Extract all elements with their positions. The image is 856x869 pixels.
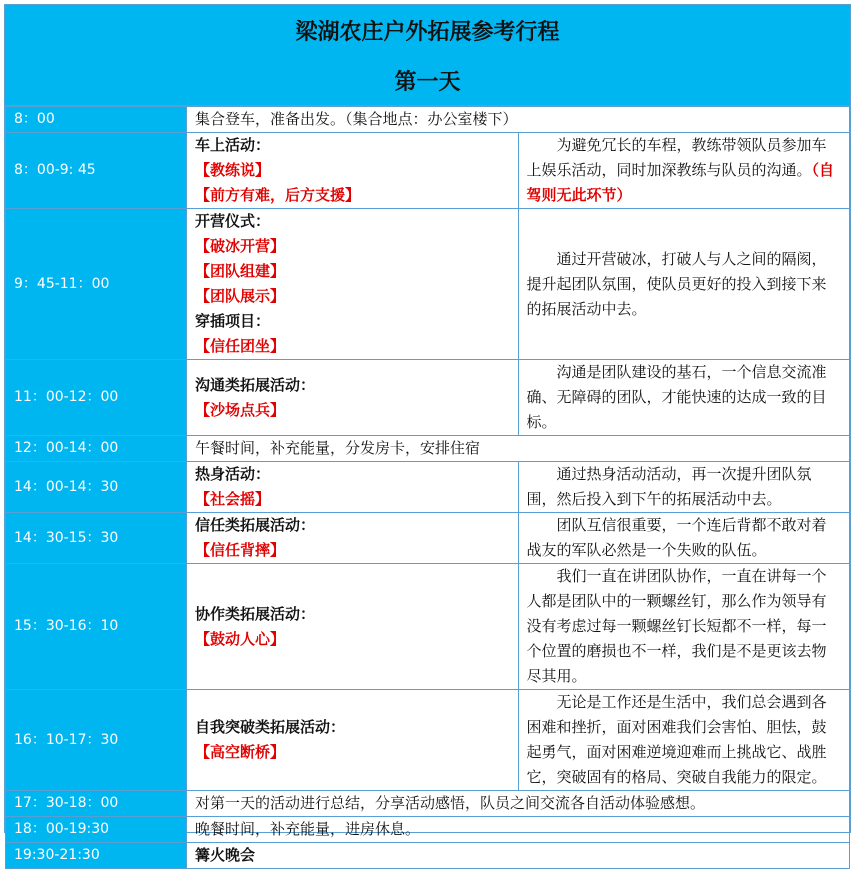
activity-label: 开营仪式：	[195, 212, 271, 230]
time-cell: 12：00-14：00	[6, 436, 187, 462]
activity-cell	[187, 209, 519, 360]
table-row	[6, 360, 850, 436]
time-cell: 17：30-18：00	[6, 791, 187, 817]
activity-cell	[187, 564, 519, 690]
activity-item: 【信任背摔】	[195, 541, 286, 559]
itinerary-sheet	[4, 4, 851, 864]
activity-item: 【鼓动人心】	[195, 629, 286, 648]
activity-item: 【沙场点兵】	[195, 400, 286, 419]
time-cell: 11：00-12：00	[6, 360, 187, 436]
full-text-cell: 晚餐时间，补充能量，进房休息。	[187, 817, 850, 843]
time-cell: 18：00-19:30	[6, 817, 187, 843]
time-cell: 15：30-16：10	[6, 564, 187, 690]
time-cell: 14：00-14：30	[6, 462, 187, 513]
activity-label: 自我突破类拓展活动：	[195, 718, 346, 736]
activity-label: 信任类拓展活动：	[195, 516, 316, 534]
table-row	[6, 107, 850, 133]
activity-item: 【教练说】	[195, 161, 271, 179]
activity-label: 穿插项目：	[195, 312, 271, 330]
activity-cell	[187, 513, 519, 564]
time-cell: 14：30-15：30	[6, 513, 187, 564]
description-cell: 通过开营破冰，打破人与人之间的隔阂，提升起团队氛围，使队员更好的投入到接下来的拓展活动中去。	[518, 209, 850, 360]
time-cell: 8：00-9: 45	[6, 133, 187, 209]
table-row	[6, 817, 850, 843]
activity-label: 协作类拓展活动：	[195, 604, 316, 623]
full-text-cell: 对第一天的活动进行总结，分享活动感悟，队员之间交流各自活动体验感想。	[187, 791, 850, 817]
table-row	[6, 690, 850, 791]
description-cell: 沟通是团队建设的基石，一个信息交流准确、无障碍的团队，才能快速的达成一致的目标。	[518, 360, 850, 436]
table-row	[6, 133, 850, 209]
activity-item: 【前方有难，后方支援】	[195, 186, 361, 204]
activity-label: 车上活动：	[195, 136, 271, 154]
title-block	[5, 5, 850, 106]
time-cell: 8：00	[6, 107, 187, 133]
description-cell: 团队互信很重要，一个连后背都不敢对着战友的军队必然是一个失败的队伍。	[518, 513, 850, 564]
description-text: 为避免冗长的车程，教练带领队员参加车上娱乐活动，同时加深教练与队员的沟通。	[526, 136, 827, 179]
description-cell: 通过热身活动活动，再一次提升团队氛围，然后投入到下午的拓展活动中去。	[518, 462, 850, 513]
time-cell: 19:30-21:30	[6, 843, 187, 869]
table-row	[6, 791, 850, 817]
time-cell: 16：10-17：30	[6, 690, 187, 791]
table-row	[6, 436, 850, 462]
description-cell: 我们一直在讲团队协作，一直在讲每一个人都是团队中的一颗螺丝钉，那么作为领导有没有考虑过每一颗螺丝钉长短都不一样，每一个位置的磨损也不一样，我们是不是更该去物尽其用。	[518, 564, 850, 690]
activity-item: 【社会摇】	[195, 490, 271, 508]
activity-cell	[187, 462, 519, 513]
table-row	[6, 462, 850, 513]
table-row	[6, 513, 850, 564]
table-row	[6, 209, 850, 360]
activity-cell	[187, 360, 519, 436]
activity-label: 沟通类拓展活动：	[195, 375, 316, 394]
description-cell	[518, 133, 850, 209]
description-note: （自驾则无此环节）	[526, 161, 835, 204]
activity-label: 热身活动：	[195, 465, 271, 483]
table-row	[6, 843, 850, 869]
activity-item: 【信任团坐】	[195, 337, 286, 355]
description-cell: 无论是工作还是生活中，我们总会遇到各困难和挫折，面对困难我们会害怕、胆怯，鼓起勇气，面对困难逆境迎难而上挑战它、战胜它，突破固有的格局、突破自我能力的限定。	[518, 690, 850, 791]
table-row	[6, 564, 850, 690]
itinerary-title: 梁湖农庄户外拓展参考行程	[295, 18, 560, 45]
activity-item: 【破冰开营】	[195, 237, 286, 255]
activity-cell	[187, 690, 519, 791]
activity-item: 【高空断桥】	[195, 743, 286, 761]
activity-cell	[187, 133, 519, 209]
itinerary-table	[5, 106, 850, 869]
full-text-cell: 篝火晚会	[187, 843, 850, 869]
time-cell: 9：45-11：00	[6, 209, 187, 360]
full-text-cell: 午餐时间，补充能量，分发房卡，安排住宿	[187, 436, 850, 462]
day-heading: 第一天	[394, 68, 461, 95]
full-text-cell: 集合登车，准备出发。（集合地点：办公室楼下）	[187, 107, 850, 133]
activity-item: 【团队组建】	[195, 262, 286, 280]
activity-item: 【团队展示】	[195, 287, 286, 305]
